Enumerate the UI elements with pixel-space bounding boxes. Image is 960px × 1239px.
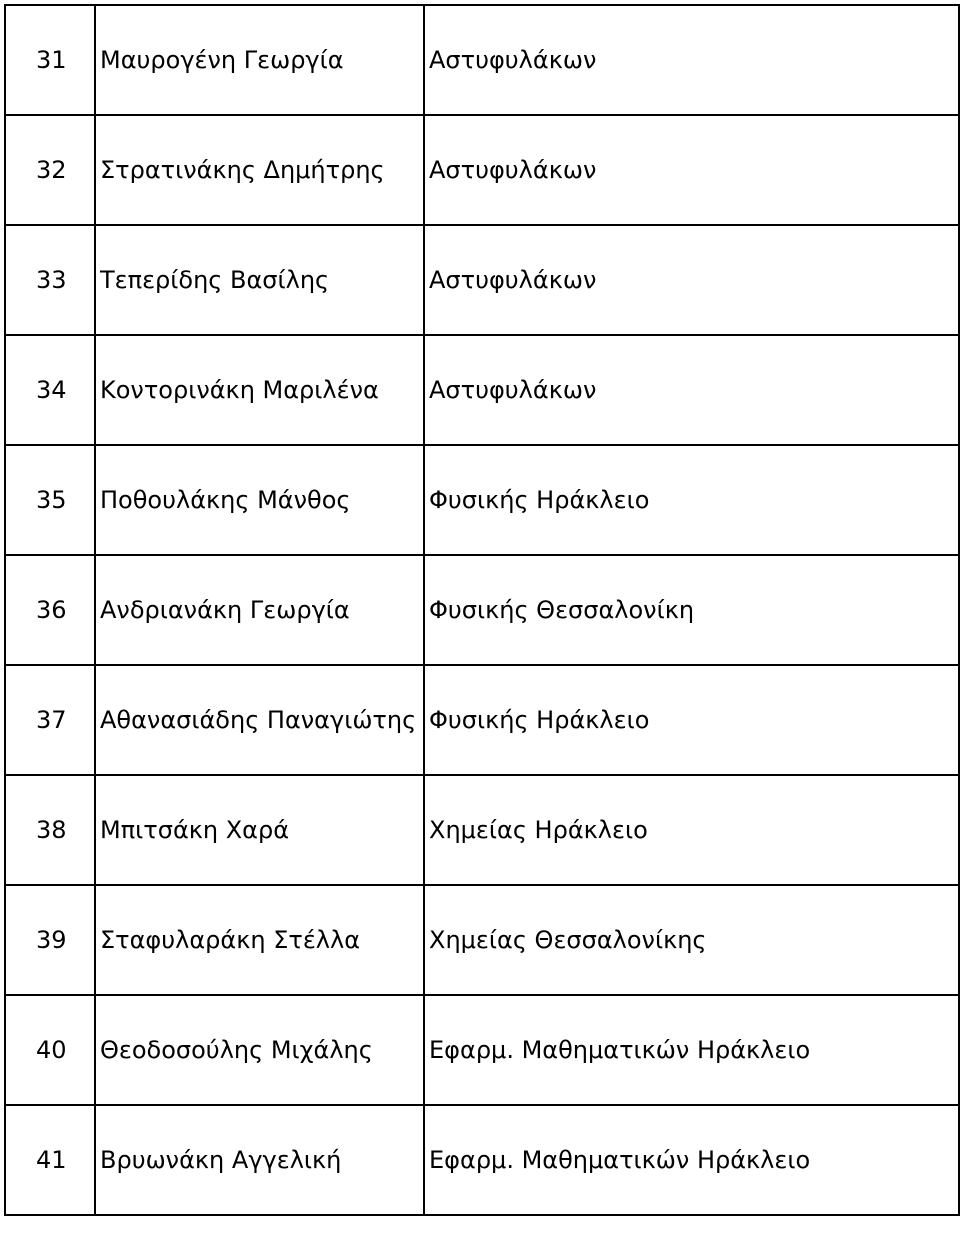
department: Χημείας Θεσσαλονίκης	[424, 885, 959, 995]
student-name: Μαυρογένη Γεωργία	[95, 5, 424, 115]
student-name: Σταφυλαράκη Στέλλα	[95, 885, 424, 995]
department: Αστυφυλάκων	[424, 5, 959, 115]
table-row	[5, 1105, 959, 1215]
table-row	[5, 5, 959, 115]
department: Φυσικής Θεσσαλονίκη	[424, 555, 959, 665]
row-number: 39	[5, 885, 95, 995]
student-name: Βρυωνάκη Αγγελική	[95, 1105, 424, 1215]
student-name: Ποθουλάκης Μάνθος	[95, 445, 424, 555]
results-table	[4, 4, 960, 1216]
department: Φυσικής Ηράκλειο	[424, 445, 959, 555]
row-number: 36	[5, 555, 95, 665]
row-number: 32	[5, 115, 95, 225]
table-row	[5, 775, 959, 885]
student-name: Θεοδοσούλης Μιχάλης	[95, 995, 424, 1105]
row-number: 37	[5, 665, 95, 775]
department: Χημείας Ηράκλειο	[424, 775, 959, 885]
table-row	[5, 225, 959, 335]
table-row	[5, 115, 959, 225]
department: Αστυφυλάκων	[424, 225, 959, 335]
department: Αστυφυλάκων	[424, 115, 959, 225]
table-row	[5, 445, 959, 555]
department: Αστυφυλάκων	[424, 335, 959, 445]
department: Εφαρμ. Μαθηματικών Ηράκλειο	[424, 1105, 959, 1215]
student-name: Τεπερίδης Βασίλης	[95, 225, 424, 335]
student-name: Αθανασιάδης Παναγιώτης	[95, 665, 424, 775]
row-number: 33	[5, 225, 95, 335]
row-number: 38	[5, 775, 95, 885]
row-number: 41	[5, 1105, 95, 1215]
department: Εφαρμ. Μαθηματικών Ηράκλειο	[424, 995, 959, 1105]
student-name: Στρατινάκης Δημήτρης	[95, 115, 424, 225]
student-name: Μπιτσάκη Χαρά	[95, 775, 424, 885]
row-number: 35	[5, 445, 95, 555]
row-number: 31	[5, 5, 95, 115]
table-row	[5, 555, 959, 665]
row-number: 34	[5, 335, 95, 445]
table-row	[5, 665, 959, 775]
row-number: 40	[5, 995, 95, 1105]
table-row	[5, 885, 959, 995]
table-row	[5, 335, 959, 445]
student-name: Ανδριανάκη Γεωργία	[95, 555, 424, 665]
department: Φυσικής Ηράκλειο	[424, 665, 959, 775]
student-name: Κοντορινάκη Μαριλένα	[95, 335, 424, 445]
table-row	[5, 995, 959, 1105]
